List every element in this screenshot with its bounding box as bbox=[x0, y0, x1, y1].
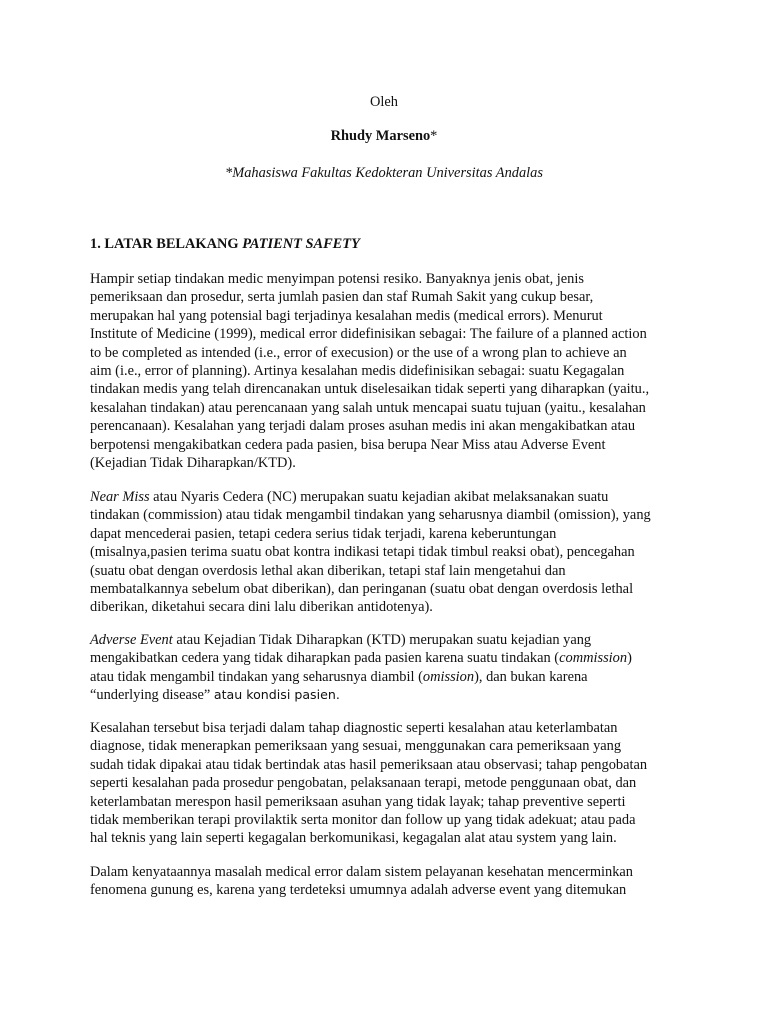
paragraph-line: (Kejadian Tidak Diharapkan/KTD). bbox=[90, 455, 296, 472]
paragraph-line: sudah tidak dipakai atau tidak bertindak atas hasil pemeriksaan atau observasi; tahap pengobatan bbox=[90, 756, 648, 773]
byline: Oleh bbox=[370, 94, 398, 110]
paragraph-line: hal teknis yang lain seperti kegagalan berkomunikasi, kegagalan alat atau system yang lain. bbox=[90, 830, 617, 847]
term-commission: commission bbox=[559, 650, 628, 667]
paragraph-line: membatalkannya sebelum obat diberikan), dan peringanan (suatu obat dengan overdosis lethal bbox=[90, 581, 634, 598]
paragraph-line: (misalnya,pasien terima suatu obat kontra indikasi tetapi tidak timbul reaksi obat), pencegahan bbox=[90, 544, 635, 561]
paragraph-adverse-event bbox=[90, 631, 690, 705]
paragraph-line: Dalam kenyataannya masalah medical error dalam sistem pelayanan kesehatan mencerminkan bbox=[90, 864, 634, 880]
term-adverse-event: Adverse Event bbox=[90, 632, 173, 648]
paragraph-line: diberikan, diketahui secara dini lalu diberikan antidotenya). bbox=[90, 599, 433, 616]
paragraph-medical-error bbox=[90, 270, 690, 472]
paragraph-line: fenomena gunung es, karena yang terdeteksi umumnya adalah adverse event yang ditemukan bbox=[90, 882, 627, 899]
paragraph-line: aim (i.e., error of planning). Artinya kesalahan medis didefinisikan sebagai: suatu Kegagalan bbox=[90, 363, 625, 380]
paragraph-line: tindakan (commission) atau tidak mengambil tindakan yang seharusnya diambil (omission), yang bbox=[90, 507, 651, 524]
paragraph-text: ) bbox=[627, 650, 632, 667]
paragraph-line: merupakan hal yang potensial bagi terjadinya kesalahan medis (medical errors). Menurut bbox=[90, 307, 603, 324]
paragraph-line: Kesalahan tersebut bisa terjadi dalam tahap diagnostic seperti kesalahan atau keterlambatan bbox=[90, 720, 618, 736]
paragraph-text: “underlying disease” bbox=[90, 687, 214, 704]
paragraph-line: berpotensi mengakibatkan cedera pada pasien, bisa berupa Near Miss atau Adverse Event bbox=[90, 436, 606, 453]
affiliation: *Mahasiswa Fakultas Kedokteran Universitas Andalas bbox=[225, 165, 543, 181]
paragraph-line: dapat mencederai pasien, tetapi cedera serius tidak terjadi, karena keberuntungan bbox=[90, 525, 557, 542]
paragraph-line: to be completed as intended (i.e., error of execusion) or the use of a wrong plan to achieve an bbox=[90, 344, 627, 361]
paragraph-text: atau Nyaris Cedera (NC) merupakan suatu kejadian akibat melaksanakan suatu bbox=[149, 489, 609, 505]
section-heading-text: 1. LATAR BELAKANG bbox=[90, 236, 243, 252]
term-near-miss: Near Miss bbox=[90, 489, 150, 505]
paragraph-text: ), dan bukan karena bbox=[474, 668, 588, 685]
term-omission: omission bbox=[422, 668, 475, 685]
paragraph-line: seperti kesalahan pada prosedur pengobatan, pelaksanaan terapi, metode penggunaan obat, dan bbox=[90, 775, 637, 792]
paragraph-line bbox=[90, 668, 690, 686]
paragraph-near-miss bbox=[90, 488, 690, 617]
author-name: Rhudy Marseno bbox=[330, 128, 431, 144]
section-heading bbox=[90, 235, 360, 253]
paragraph-line: kesalahan tindakan) atau perencanaan yang salah untuk mencapai suatu tujuan (yaitu., kesalahan bbox=[90, 399, 646, 416]
paragraph-line: Hampir setiap tindakan medic menyimpan potensi resiko. Banyaknya jenis obat, jenis bbox=[90, 271, 584, 287]
paragraph-error-stages bbox=[90, 719, 690, 848]
paragraph-line: keterlambatan merespon hasil pemeriksaan asuhan yang tidak layak; tahap preventive seperti bbox=[90, 793, 626, 810]
paragraph-line bbox=[90, 686, 690, 704]
paragraph-line bbox=[90, 649, 690, 667]
paragraph-iceberg bbox=[90, 863, 690, 900]
paragraph-text: atau Kejadian Tidak Diharapkan (KTD) merupakan suatu kejadian yang bbox=[172, 632, 592, 648]
paragraph-line: tidak memberikan terapi provilaktik serta monitor dan follow up yang tidak adekuat; atau pada bbox=[90, 812, 636, 829]
paragraph-line: (suatu obat dengan overdosis lethal akan diberikan, tetapi staf lain mengetahui dan bbox=[90, 562, 566, 579]
paragraph-text: atau tidak mengambil tindakan yang seharusnya diambil ( bbox=[90, 668, 423, 685]
paragraph-line bbox=[90, 488, 690, 506]
paragraph-line: diagnose, tidak menerapkan pemeriksaan yang sesuai, menggunakan cara pemeriksaan yang bbox=[90, 738, 622, 755]
author-mark: * bbox=[430, 128, 438, 144]
paragraph-line: pemeriksaan dan prosedur, serta jumlah pasien dan staf Rumah Sakit yang cukup besar, bbox=[90, 289, 594, 306]
author-line bbox=[0, 127, 768, 145]
paragraph-text: mengakibatkan cedera yang tidak diharapkan pada pasien karena suatu tindakan ( bbox=[90, 650, 560, 667]
paragraph-line: perencanaan). Kesalahan yang terjadi dalam proses asuhan medis ini akan mengakibatkan atau bbox=[90, 418, 636, 435]
paragraph-line: tindakan medis yang telah direncanakan untuk diselesaikan tidak seperti yang diharapkan (yaitu., bbox=[90, 381, 650, 398]
paragraph-line: Institute of Medicine (1999), medical error didefinisikan sebagai: The failure of a planned action bbox=[90, 326, 647, 343]
section-heading-emphasis: PATIENT SAFETY bbox=[242, 236, 360, 252]
paragraph-text-sans: atau kondisi pasien. bbox=[213, 687, 340, 703]
paragraph-line bbox=[90, 631, 690, 649]
